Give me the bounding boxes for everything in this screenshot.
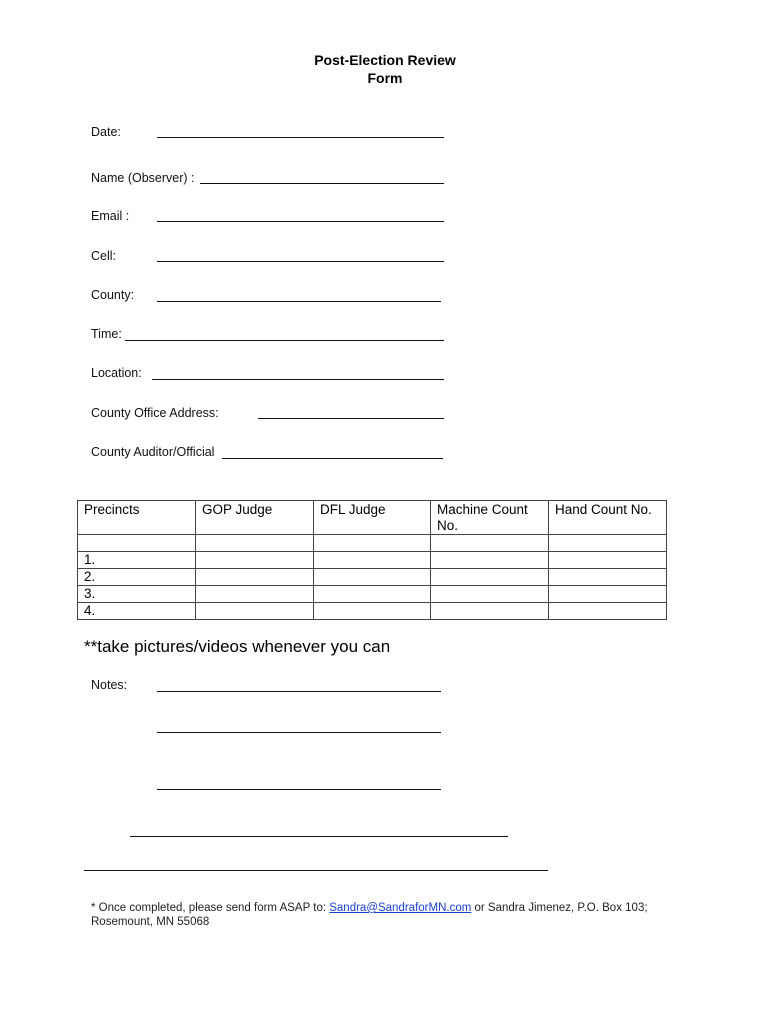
name-label: Name (Observer) : [91, 171, 195, 185]
precinct-number: 4. [78, 603, 196, 620]
table-spacer-row [78, 535, 667, 552]
email-field[interactable] [157, 221, 444, 222]
table-cell[interactable] [549, 603, 667, 620]
table-cell[interactable] [196, 569, 314, 586]
table-cell[interactable] [549, 586, 667, 603]
notes-line-3[interactable] [157, 789, 441, 790]
table-cell[interactable] [78, 535, 196, 552]
precinct-number: 2. [78, 569, 196, 586]
county-label: County: [91, 288, 135, 302]
table-cell[interactable] [314, 535, 431, 552]
location-label: Location: [91, 366, 142, 380]
precinct-number: 1. [78, 552, 196, 569]
table-cell[interactable] [431, 603, 549, 620]
title-line-2: Form [367, 70, 403, 86]
table-cell[interactable] [314, 603, 431, 620]
email-label: Email : [91, 209, 130, 223]
footer-suffix: or Sandra Jimenez, P.O. Box 103; Rosemount, MN 55068 [91, 902, 648, 928]
table-cell[interactable] [431, 569, 549, 586]
table-row [78, 552, 667, 569]
county-field[interactable] [157, 301, 441, 302]
column-header-precincts: Precincts [78, 501, 196, 535]
table-cell[interactable] [314, 569, 431, 586]
table-cell[interactable] [549, 552, 667, 569]
date-label: Date: [91, 125, 121, 139]
photo-reminder: **take pictures/videos whenever you can [84, 637, 391, 656]
table-cell[interactable] [431, 586, 549, 603]
table-cell[interactable] [431, 552, 549, 569]
column-header-hand-count: Hand Count No. [549, 501, 667, 535]
table-cell[interactable] [196, 586, 314, 603]
time-label: Time: [91, 327, 122, 341]
precinct-table [77, 500, 667, 620]
location-field[interactable] [152, 379, 444, 380]
time-field[interactable] [125, 340, 444, 341]
table-cell[interactable] [314, 586, 431, 603]
table-cell[interactable] [549, 569, 667, 586]
table-cell[interactable] [314, 552, 431, 569]
precinct-number: 3. [78, 586, 196, 603]
column-header-dfl-judge: DFL Judge [314, 501, 431, 535]
title-line-1: Post-Election Review [314, 52, 456, 68]
column-header-gop-judge: GOP Judge [196, 501, 314, 535]
table-row [78, 603, 667, 620]
table-cell[interactable] [196, 535, 314, 552]
table-cell[interactable] [196, 552, 314, 569]
date-field[interactable] [157, 137, 444, 138]
name-field[interactable] [200, 183, 444, 184]
table-header-row [78, 501, 667, 535]
notes-line-2[interactable] [157, 732, 441, 733]
notes-line-4[interactable] [130, 836, 508, 837]
county-auditor-label: County Auditor/Official [91, 445, 215, 459]
notes-line-5[interactable] [84, 870, 548, 871]
table-cell[interactable] [431, 535, 549, 552]
table-row [78, 586, 667, 603]
table-cell[interactable] [549, 535, 667, 552]
column-header-machine-count: Machine Count No. [431, 501, 549, 535]
footer-prefix: * Once completed, please send form ASAP to: [91, 902, 330, 914]
notes-line-1[interactable] [157, 691, 441, 692]
cell-field[interactable] [157, 261, 444, 262]
cell-label: Cell: [91, 249, 117, 263]
county-auditor-field[interactable] [222, 458, 443, 459]
contact-email-link[interactable]: Sandra@SandraforMN.com [329, 902, 472, 914]
table-row [78, 569, 667, 586]
table-cell[interactable] [196, 603, 314, 620]
footer-instructions [91, 901, 671, 929]
notes-label: Notes: [91, 678, 128, 692]
county-office-field[interactable] [258, 418, 444, 419]
county-office-label: County Office Address: [91, 406, 219, 420]
